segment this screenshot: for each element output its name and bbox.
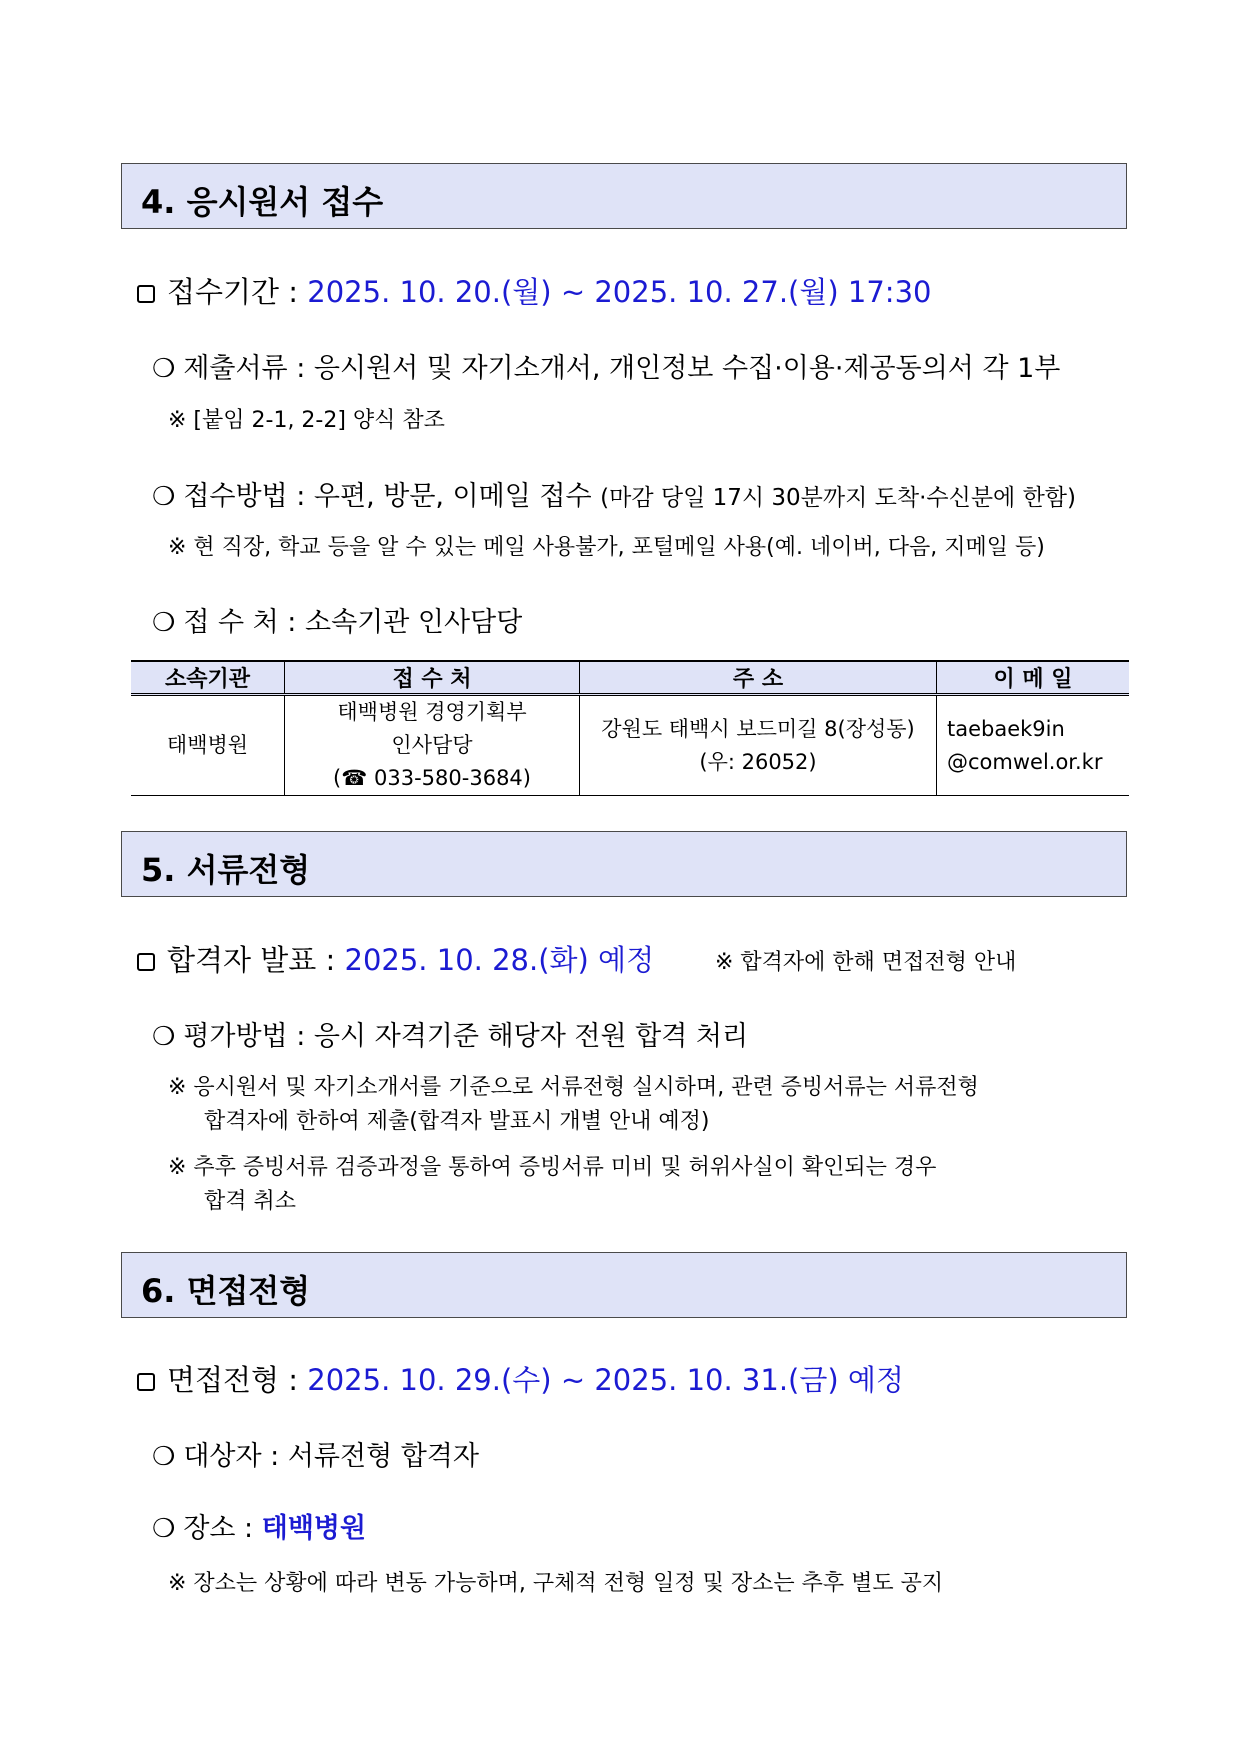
announce-note: ※ 합격자에 한해 면접전형 안내: [715, 950, 1017, 975]
recv-line-2: 인사담당: [391, 733, 473, 757]
checkbox-square-icon: [137, 953, 155, 971]
period-value: 2025. 10. 20.(월) ~ 2025. 10. 27.(월) 17:30: [307, 275, 932, 309]
reception-table: [131, 660, 1129, 796]
circle-bullet-icon: ❍: [152, 482, 176, 512]
section-4-title: 4. 응시원서 접수: [141, 183, 384, 221]
table-header-row: [131, 661, 1129, 695]
place-text: 접 수 처 : 소속기관 인사담당: [183, 607, 523, 638]
method-note: ※ 현 직장, 학교 등을 알 수 있는 메일 사용불가, 포털메일 사용(예. 네이버, 다음, 지메일 등): [168, 535, 1045, 560]
interview-line: [137, 1358, 904, 1399]
docs-text: 제출서류 : 응시원서 및 자기소개서, 개인정보 수집·이용·제공동의서 각 1부: [183, 353, 1061, 384]
email-line-1: taebaek9in: [947, 716, 1065, 741]
eval-note-1-line-2: 합격자에 한하여 제출(합격자 발표시 개별 안내 예정): [204, 1109, 710, 1134]
docs-line: [152, 346, 1060, 385]
checkbox-square-icon: [137, 285, 155, 303]
eval-note-1-line-1: ※ 응시원서 및 자기소개서를 기준으로 서류전형 실시하며, 관련 증빙서류는 서류전형: [168, 1075, 979, 1100]
target-line: [152, 1434, 479, 1473]
section-6-header: [121, 1252, 1127, 1318]
addr-line-1: 강원도 태백시 보드미길 8(장성동): [601, 716, 915, 741]
interview-value: 2025. 10. 29.(수) ~ 2025. 10. 31.(금) 예정: [307, 1363, 904, 1397]
venue-note: ※ 장소는 상황에 따라 변동 가능하며, 구체적 전형 일정 및 장소는 추후 별도 공지: [168, 1571, 944, 1596]
section-5-header: [121, 831, 1127, 897]
eval-line: [152, 1014, 748, 1053]
method-line: [152, 474, 1076, 513]
docs-note: ※ [붙임 2-1, 2-2] 양식 참조: [168, 408, 445, 433]
announce-line: [137, 938, 654, 979]
table-row: [131, 695, 1129, 796]
recv-line-1: 태백병원 경영기획부: [337, 700, 527, 724]
target-text: 대상자 : 서류전형 합격자: [183, 1441, 479, 1472]
venue-label: 장소 :: [183, 1513, 262, 1544]
method-paren: (마감 당일 17시 30분까지 도착·수신분에 한함): [600, 485, 1076, 511]
checkbox-square-icon: [137, 1373, 155, 1391]
venue-line: [152, 1506, 366, 1545]
place-line: [152, 600, 522, 639]
method-main: 접수방법 : 우편, 방문, 이메일 접수: [183, 481, 601, 512]
table-header-addr: 주 소: [580, 661, 937, 695]
period-label: 접수기간 :: [167, 275, 308, 309]
cell-org: 태백병원: [166, 733, 249, 757]
circle-bullet-icon: ❍: [152, 1514, 176, 1544]
email-line-2: @comwel.or.kr: [947, 749, 1103, 774]
cell-recv: [285, 695, 580, 796]
cell-addr: [580, 695, 937, 796]
table-header-org: 소속기관: [131, 661, 285, 695]
section-6-title: 6. 면접전형: [141, 1272, 311, 1310]
interview-label: 면접전형 :: [167, 1363, 308, 1397]
announce-value: 2025. 10. 28.(화) 예정: [344, 943, 655, 977]
table-header-recv: 접 수 처: [285, 661, 580, 695]
table-header-email: 이 메 일: [937, 661, 1130, 695]
eval-note-2-line-2: 합격 취소: [204, 1189, 297, 1214]
addr-line-2: (우: 26052): [699, 749, 817, 774]
circle-bullet-icon: ❍: [152, 1022, 176, 1052]
announce-label: 합격자 발표 :: [167, 943, 345, 977]
cell-email: [937, 695, 1130, 796]
period-line: [137, 270, 931, 311]
eval-text: 평가방법 : 응시 자격기준 해당자 전원 합격 처리: [183, 1021, 749, 1052]
circle-bullet-icon: ❍: [152, 354, 176, 384]
section-4-header: [121, 163, 1127, 229]
circle-bullet-icon: ❍: [152, 608, 176, 638]
venue-value: 태백병원: [261, 1513, 367, 1544]
eval-note-2-line-1: ※ 추후 증빙서류 검증과정을 통하여 증빙서류 미비 및 허위사실이 확인되는 경우: [168, 1155, 937, 1180]
circle-bullet-icon: ❍: [152, 1442, 176, 1472]
recv-line-3: (☎ 033-580-3684): [333, 766, 531, 790]
section-5-title: 5. 서류전형: [141, 851, 311, 889]
